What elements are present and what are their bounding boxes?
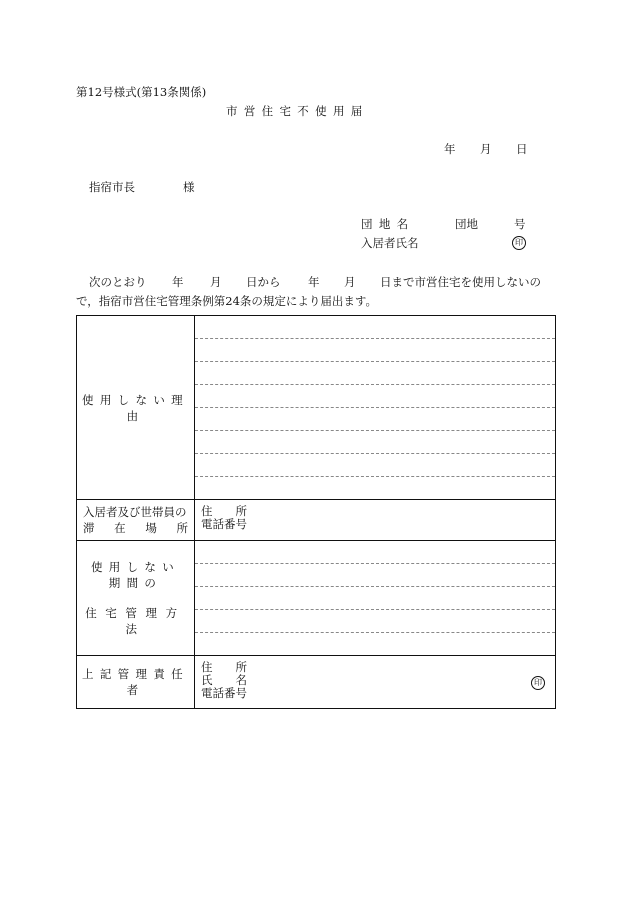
stay-label-cell [77,500,195,541]
reason-line[interactable] [195,431,555,454]
period-lines [195,541,555,655]
body-year2: 年 [308,275,320,289]
addressee-honorific: 様 [183,180,195,194]
form-id: 第12号様式(第13条関係) [76,85,207,99]
date-year: 年 [444,142,456,156]
reason-line[interactable] [195,362,555,385]
period-line[interactable] [195,610,555,633]
resident-name-label: 入居者氏名 [361,236,419,250]
reason-label: 使用しない理由 [82,392,189,423]
body-day-from: 日から [246,275,281,289]
period-label-line1: 使用しない期間の [90,560,181,590]
reason-row [77,316,556,500]
manager-name-label: 氏 名 [201,673,247,687]
stay-phone-label: 電話番号 [201,517,247,531]
addressee-name: 指宿市長 [89,180,135,194]
period-input-area[interactable] [195,541,556,656]
stay-row [77,500,556,541]
reason-line[interactable] [195,454,555,477]
body-year1: 年 [172,275,184,289]
period-label-line2: 住宅管理方法 [85,606,186,636]
manager-seal-icon: 印 [531,676,545,690]
stay-input-area[interactable] [195,500,556,541]
period-line[interactable] [195,587,555,610]
stay-label-line1: 入居者及び世帯員の [83,505,187,519]
reason-line[interactable] [195,385,555,408]
reason-line[interactable] [195,316,555,339]
reason-line[interactable] [195,339,555,362]
manager-label-cell [77,656,195,709]
danchi-value: 団地 [455,217,478,231]
reason-label-cell [77,316,195,500]
period-label-cell [77,541,195,656]
stay-address-label: 住 所 [201,504,247,518]
period-row [77,541,556,656]
body-month2: 月 [344,275,356,289]
period-line[interactable] [195,541,555,564]
danchi-label: 団地名 [361,217,415,231]
reason-input-area[interactable] [195,316,556,500]
period-line[interactable] [195,633,555,655]
date-day: 日 [516,142,528,156]
date-month: 月 [480,142,492,156]
body-prefix: 次のとおり [89,275,147,289]
manager-row [77,656,556,709]
reason-lines [195,316,555,499]
period-line[interactable] [195,564,555,587]
manager-label: 上記管理責任者 [82,667,189,697]
body-rest-line1: 日まで市営住宅を使用しないの [380,275,541,289]
form-table [76,315,556,709]
seal-icon: 印 [512,236,526,250]
number-label: 号 [514,217,526,231]
manager-phone-label: 電話番号 [201,686,247,700]
reason-line[interactable] [195,408,555,431]
body-line2: で，指宿市営住宅管理条例第24条の規定により届出ます。 [76,294,377,308]
body-month1: 月 [210,275,222,289]
manager-address-label: 住 所 [201,660,247,674]
reason-line[interactable] [195,477,555,499]
stay-label-line2: 滞 在 場 所 [83,521,188,535]
manager-input-area[interactable] [195,656,556,709]
page-title: 市営住宅不使用届 [226,104,369,118]
